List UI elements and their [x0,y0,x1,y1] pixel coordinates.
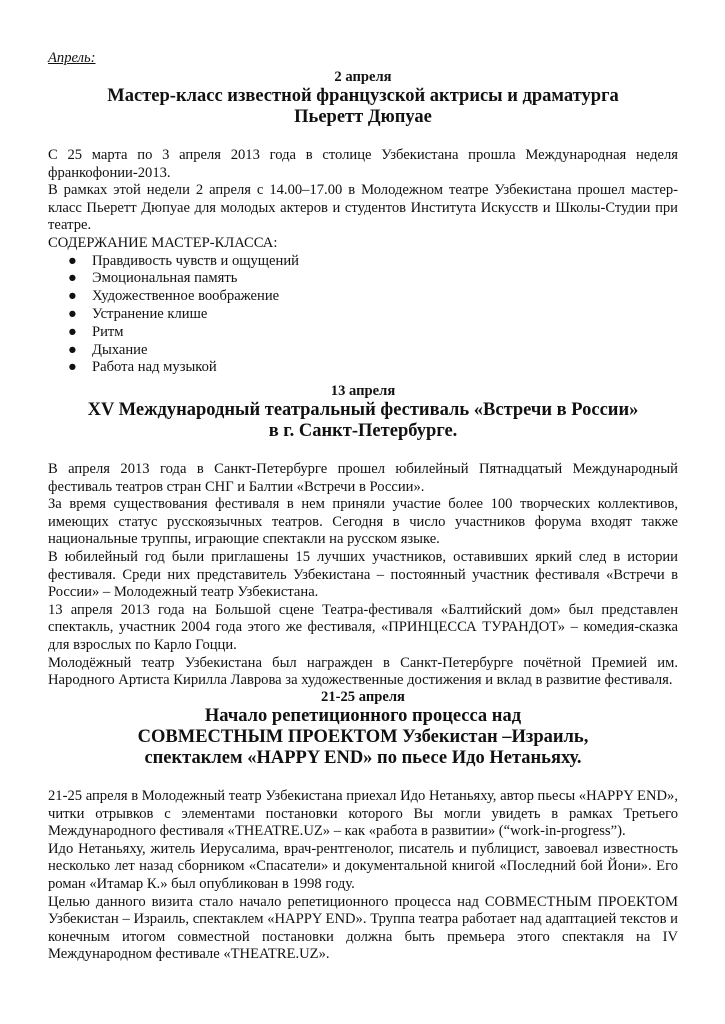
paragraph: В апреля 2013 года в Санкт-Петербурге прошел юбилейный Пятнадцатый Международный фестиваль театров стран СНГ и Балтии «Встречи в России». [48,461,678,495]
section-title-line: спектаклем «HAPPY END» по пьесе Идо Нетаньяху. [144,748,582,768]
paragraph: За время существования фестиваля в нем приняли участие более 100 творческих коллективов, имеющих статус русскоязычных театров. Сегодня в число участников форума входят также национальные труппы, играющие спектакли на русском языке. [48,496,678,548]
list-item [48,342,678,360]
section-festival-russia [48,382,678,690]
list-item [48,359,678,377]
section-date: 13 апреля [330,383,396,399]
section-master-class [48,68,678,377]
paragraph: В юбилейный год были приглашены 15 лучших участников, оставивших яркий след в истории фестиваля. Среди них представитель Узбекистана – постоянный участник фестиваля «Встречи в России» – Молодежный театр Узбекистана. [48,548,678,601]
list-item-text: Работа над музыкой [92,359,217,376]
list-item-text: Художественное воображение [92,288,280,305]
bullet-icon: ● [68,323,77,340]
paragraph: 13 апреля 2013 года на Большой сцене Театра-фестиваля «Балтийский дом» был представлен спектакль, участник 2004 года этого же фестиваля, «ПРИНЦЕССА ТУРАНДОТ» – комедия-сказка для взрослых по Карло Гоцци. [48,601,678,653]
bullet-icon: ● [68,359,77,376]
section-date: 21-25 апреля [321,689,405,705]
master-class-content-list [48,253,678,378]
bullet-icon: ● [68,288,77,305]
list-item-text: Дыхание [92,341,148,358]
list-heading: СОДЕРЖАНИЕ МАСТЕР-КЛАССА: [48,234,278,251]
list-item-text: Эмоциональная память [92,270,238,287]
section-date: 2 апреля [334,69,392,85]
month-heading: Апрель: [48,50,96,66]
paragraph: Целью данного визита стало начало репетиционного процесса над СОВМЕСТНЫМ ПРОЕКТОМ Узбекистан – Израиль, спектаклем «HAPPY END». Труппа театра работает над адаптацией текстов и конечным итогом совместной постановки должна быть премьера этого спектакля на IV Международном фестивале «THEATRE.UZ». [48,893,678,963]
paragraph: 21-25 апреля в Молодежный театр Узбекистана приехал Идо Нетаньяху, автор пьесы «HAPPY END», читки отрывков с элементами постановки которого Вы могли увидеть в рамках Третьего Международного фестиваля «THEATRE.UZ» – как «работа в развитии» (“work-in-progress”). [48,788,678,840]
paragraph: Молодёжный театр Узбекистана был награжден в Санкт-Петербурге почётной Премией им. Народного Артиста Кирилла Лаврова за художественные достижения и вклад в развитие фестиваля. [48,654,678,689]
section-title-line: Пьеретт Дюпуае [294,107,432,127]
list-item [48,270,678,288]
list-item [48,324,678,342]
bullet-icon: ● [68,341,77,358]
section-title-line: Начало репетиционного процесса над [204,706,522,726]
section-title-line: XV Международный театральный фестиваль «Встречи в России» [87,400,639,420]
section-title-line: в г. Санкт-Петербурге. [268,421,458,441]
list-item [48,306,678,324]
paragraph: С 25 марта по 3 апреля 2013 года в столице Узбекистана прошла Международная неделя франкофонии-2013. [48,147,678,181]
list-item [48,253,678,271]
bullet-icon: ● [68,252,77,269]
list-item-text: Правдивость чувств и ощущений [92,252,299,269]
section-title-line: Мастер-класс известной французской актрисы и драматурга [107,86,619,106]
paragraph: В рамках этой недели 2 апреля с 14.00–17.00 в Молодежном театре Узбекистана прошел мастер-класс Пьеретт Дюпуае для молодых актеров и студентов Института Искусств и Школы-Студии при театре. [48,182,678,234]
list-item-text: Ритм [92,323,124,340]
section-happy-end [48,688,678,964]
paragraph: Идо Нетаньяху, житель Иерусалима, врач-рентгенолог, писатель и публицист, завоевал известность несколько лет назад сборником «Спасатели» и документальной книгой «Последний бой Йони». Его роман «Итамар К.» был опубликован в 1998 году. [48,840,678,892]
list-item-text: Устранение клише [92,305,208,322]
list-item [48,288,678,306]
bullet-icon: ● [68,305,77,322]
bullet-icon: ● [68,270,77,287]
section-title-line: СОВМЕСТНЫМ ПРОЕКТОМ Узбекистан –Израиль, [137,727,589,747]
